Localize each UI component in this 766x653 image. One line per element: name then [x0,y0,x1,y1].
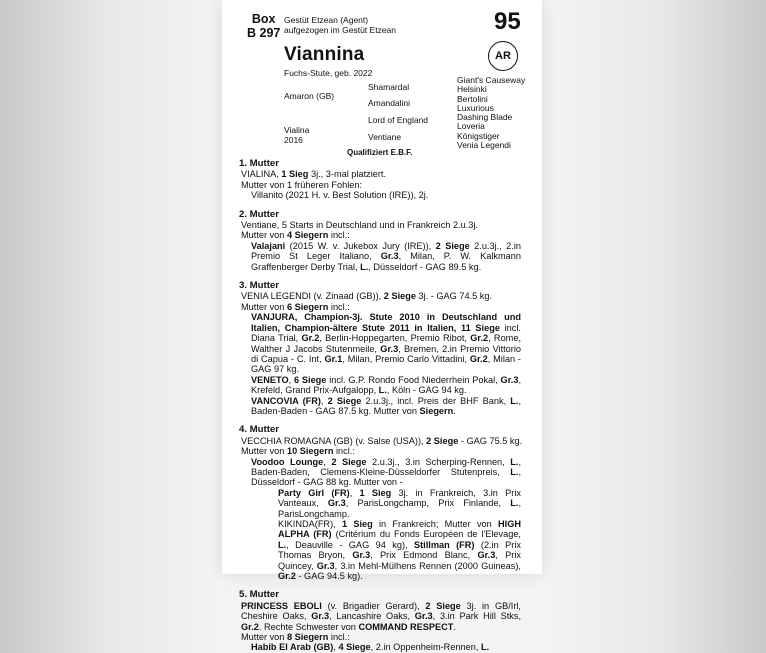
dam2-produce: Valajani (2015 W. v. Jukebox Jury (IRE)), 2 Siege 2.u.3j., 2.in Premio St Leger Italiano, Gr.3, Milan, P. W. Kalkmann Graffenberger Derby Trial, L., Düsseldorf - GAG 89.5 kg. [251,240,521,272]
dam3-produce: VENETO, 6 Siege incl. G.P. Rondo Food Niederrhein Pokal, Gr.3, Krefeld, Grand Prix-Aufgalopp, L., Köln - GAG 94 kg. [251,374,521,396]
dam2-line: Mutter von 4 Siegern incl.: [241,230,350,241]
pedigree-dam: Vialina 2016 [284,125,310,145]
dam4-line: VECCHIA ROMAGNA (GB) (v. Salse (USA)), 2 Siege - GAG 75.5 kg. [241,435,523,446]
dam4-grandproduce: Party Girl (FR), 1 Sieg 3j. in Frankreich, 3.in Prix Vanteaux, Gr.3, ParisLongchamp, Prix Finlande, L., ParisLongchamp. [278,487,521,519]
breeder-info: Gestüt Etzean (Agent) aufgezogen im Gestüt Etzean [284,15,396,35]
dam4-produce: Voodoo Lounge, 2 Siege 2.u.3j., 3.in Scherping-Rennen, L., Baden-Baden, Clemens-Kleine-Düsseldorfer Stutenpreis, L., Düsseldorf - GAG 88 kg. Mutter von - [251,456,521,488]
box-label: Box B 297 [247,12,281,40]
lot-number: 95 [494,8,521,35]
dam3-line: Mutter von 6 Siegern incl.: [241,301,350,312]
dam3-produce: VANJURA, Champion-3j. Stute 2010 in Deutschland und Italien, Champion-ältere Stute 2011 in Italien, 11 Siege incl. Diana Trial, Gr.2, Berlin-Hoppegarten, Premio Ribot, Gr.2, Rome, Walther J Jacobs Stutenmeile, Gr.3, Bremen, 2.in Premio Vittorio di Capua - C. Int, Gr.1, Milan, Premio Carlo Vittadini, Gr.2, Milan - GAG 97 kg. [251,312,522,375]
pedigree-sire-dam: Amandalini [368,98,411,108]
horse-description: Fuchs-Stute, geb. 2022 [284,68,373,78]
dam2-line: Ventiane, 5 Starts in Deutschland und in Frankreich 2.u.3j. [241,220,478,231]
dam3-produce: VANCOVIA (FR), 2 Siege 2.u.3j., incl. Preis der BHF Bank, L., Baden-Baden - GAG 87.5 kg. Mutter von Siegern. [251,395,521,416]
dam1-line: Mutter von 1 früheren Fohlen: [241,179,363,190]
dam4-grandproduce: KIKINDA(FR), 1 Sieg in Frankreich; Mutter von HIGH ALPHA (FR) (Critérium du Fonds Européen de l'Elevage, L., Deauville - GAG 94 kg), Stillman (FR) (2.in Prix Thomas Bryon, Gr.3, Prix Edmond Blanc, Gr.3, Prix Quincey, Gr.3, 3.in Mehl-Mülhens Rennen (2000 Guineas), Gr.2 - GAG 94.5 kg). [278,519,521,582]
qualification: Qualifiziert E.B.F. [347,148,413,157]
section-heading-dam3: 3. Mutter [239,280,279,292]
dam3-line: VENIA LEGENDI (v. Zinaad (GB)), 2 Siege 3j. - GAG 74.5 kg. [241,291,493,302]
section-heading-dam5: 5. Mutter [239,589,279,601]
dam4-line: Mutter von 10 Siegern incl.: [241,446,355,457]
ar-badge: AR [488,41,518,71]
catalogue-page [222,0,542,653]
dam-line [239,159,521,653]
pedigree-sire-sire: Shamardal [368,82,410,92]
section-heading-dam2: 2. Mutter [239,208,279,220]
section-heading-dam1: 1. Mutter [239,158,279,169]
pedigree-sire: Amaron (GB) [284,91,335,101]
dam1-line: VIALINA, 1 Sieg 3j., 3-mal platziert. [241,169,387,180]
section-heading-dam4: 4. Mutter [239,424,279,436]
pedigree-third-generation: Giant's Causeway Helsinki Bertolini Luxurious Dashing Blade Loveria Königstiger Venia Legendi [457,75,526,151]
pedigree-dam-sire: Lord of England [368,115,429,125]
dam5-produce: Habib El Arab (GB), 4 Siege, 2.in Oppenheim-Rennen, L. [251,642,490,653]
pedigree-dam-dam: Ventiane [368,132,402,142]
horse-name: Viannina [284,44,365,65]
dam1-produce: Villanito (2021 H. v. Best Solution (IRE)), 2j. [251,190,429,201]
dam5-line: Mutter von 8 Siegern incl.: [241,632,350,643]
dam5-line: PRINCESS EBOLI (v. Brigadier Gerard), 2 Siege 3j. in GB/Irl, Cheshire Oaks, Gr.3, Lancashire Oaks, Gr.3, 3.in Park Hill Stks, Gr.2. Rechte Schwester von COMMAND RESPECT. [241,600,521,632]
